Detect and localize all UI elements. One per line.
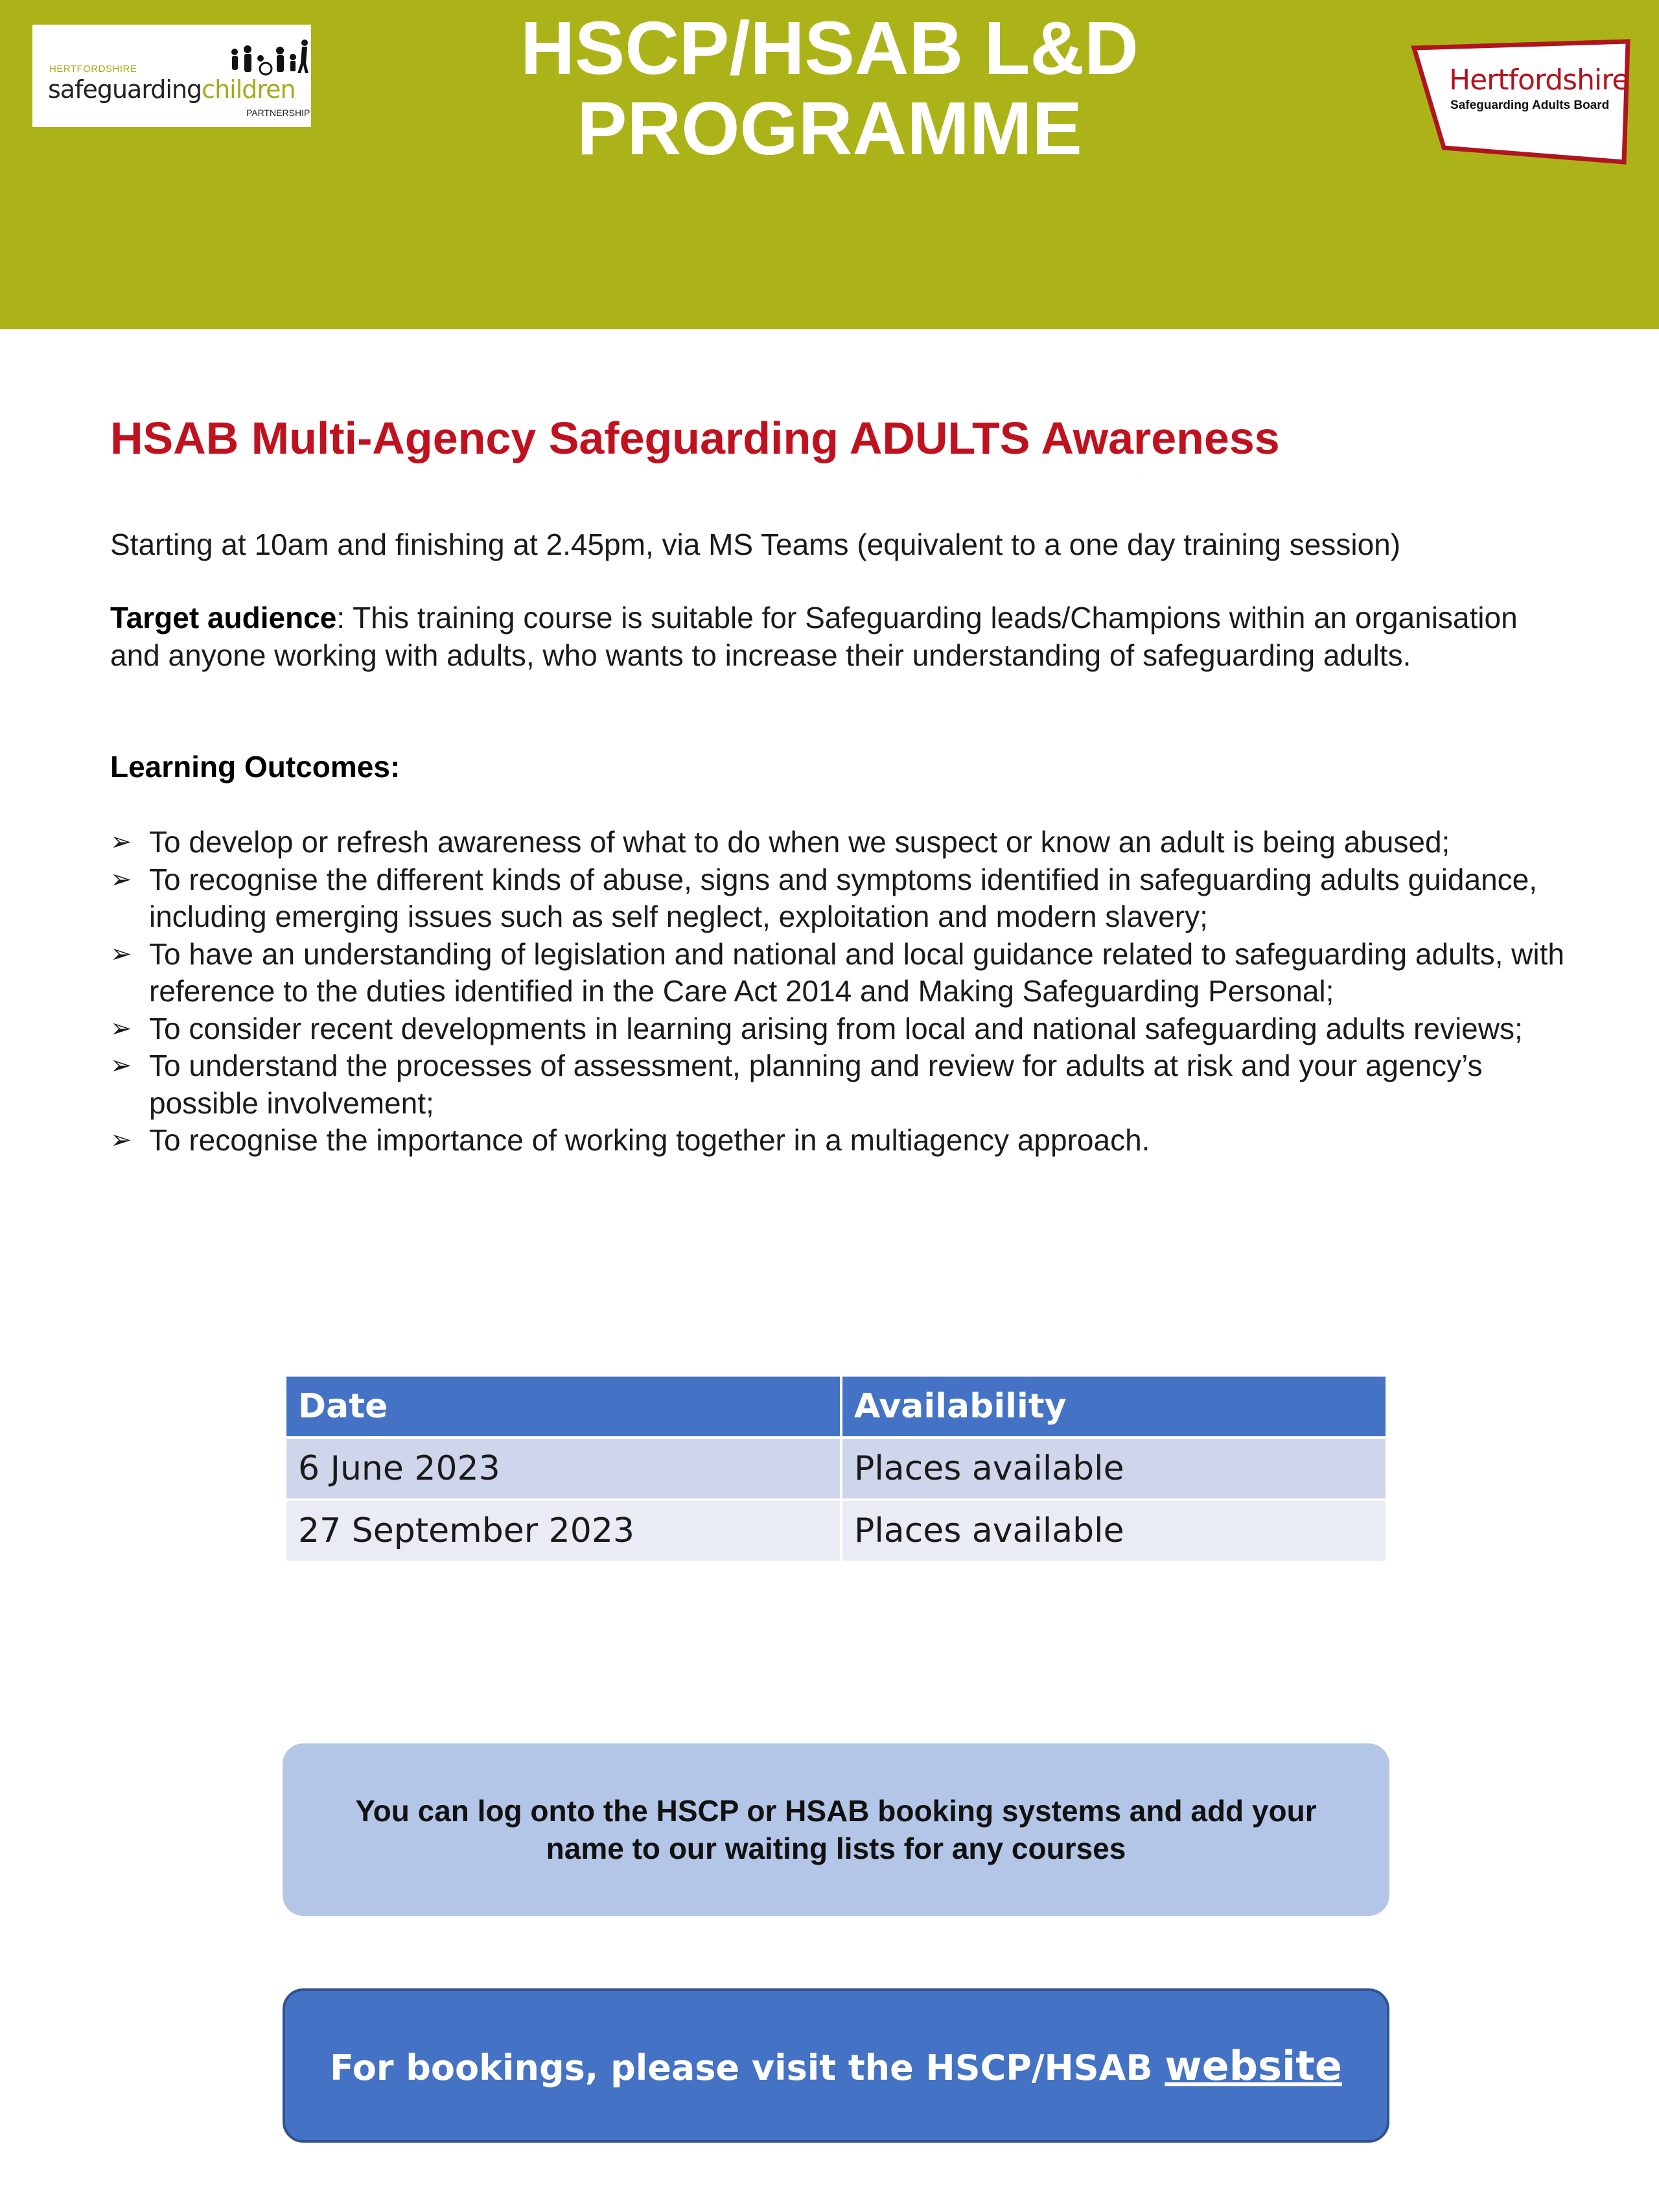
booking-text (330, 2042, 1342, 2090)
header-banner (0, 0, 1659, 329)
arrow-bullet-icon: ➢ (110, 1013, 132, 1043)
target-audience (110, 600, 1568, 674)
date-cell: 6 June 2023 (285, 1438, 841, 1500)
arrow-bullet-icon: ➢ (110, 938, 132, 969)
learning-outcome-item (110, 824, 1581, 861)
hscp-logo-partnership: PARTNERSHIP (246, 108, 310, 118)
arrow-bullet-icon: ➢ (110, 827, 132, 857)
table-row (285, 1438, 1387, 1500)
hscp-logo-word2: children (202, 75, 296, 104)
website-link[interactable]: website (1165, 2042, 1342, 2090)
table-header-row (285, 1375, 1387, 1438)
course-dates-table (284, 1374, 1388, 1563)
waiting-list-text: You can log onto the HSCP or HSAB booking systems and add your name to our waiting lists for any courses (355, 1794, 1317, 1865)
learning-outcome-item (110, 1010, 1581, 1048)
learning-outcome-item (110, 936, 1581, 1010)
date-cell: 27 September 2023 (285, 1500, 841, 1562)
programme-title (389, 8, 1270, 169)
hscp-logo-word1: safeguarding (48, 75, 202, 104)
arrow-bullet-icon: ➢ (110, 1125, 132, 1155)
learning-outcome-item (110, 1122, 1581, 1159)
target-audience-label: Target audience (110, 601, 337, 634)
programme-title-line2: PROGRAMME (577, 86, 1082, 170)
course-intro: Starting at 10am and finishing at 2.45pm, via MS Teams (equivalent to a one day training session) (110, 528, 1401, 561)
arrow-bullet-icon: ➢ (110, 1051, 132, 1080)
hscp-logo (32, 25, 311, 127)
availability-cell: Places available (841, 1500, 1387, 1562)
hscp-logo-county: HERTFORDSHIRE (49, 64, 137, 75)
learning-outcome-text: To consider recent developments in learning arising from local and national safeguarding adults reviews; (149, 1011, 1523, 1045)
column-header-date: Date (285, 1375, 841, 1438)
learning-outcome-text: To develop or refresh awareness of what to do when we suspect or know an adult is being abused; (149, 825, 1450, 859)
booking-banner (283, 1988, 1389, 2143)
hsab-logo-subtitle: Safeguarding Adults Board (1450, 99, 1610, 112)
learning-outcome-item (110, 861, 1581, 936)
availability-cell: Places available (841, 1438, 1387, 1500)
booking-prefix: For bookings, please visit the HSCP/HSAB (330, 2047, 1165, 2088)
learning-outcomes-heading: Learning Outcomes: (110, 750, 400, 784)
programme-title-line1: HSCP/HSAB L&D (520, 6, 1139, 90)
learning-outcome-text: To understand the processes of assessment, planning and review for adults at risk and your agency’s possible involvement; (149, 1049, 1483, 1120)
hsab-logo-name: Hertfordshire (1449, 64, 1629, 97)
learning-outcome-item (110, 1047, 1581, 1122)
hscp-logo-wordmark (48, 75, 296, 104)
course-title: HSAB Multi-Agency Safeguarding ADULTS Awareness (110, 413, 1280, 463)
learning-outcome-text: To have an understanding of legislation and national and local guidance related to safeguarding adults, with reference to the duties identified in the Care Act 2014 and Making Safeguarding Personal; (149, 937, 1564, 1008)
learning-outcome-text: To recognise the different kinds of abuse, signs and symptoms identified in safeguarding adults guidance, including emerging issues such as self neglect, exploitation and modern slavery; (149, 862, 1538, 933)
waiting-list-note (283, 1743, 1389, 1916)
learning-outcomes-list (110, 824, 1581, 1159)
arrow-bullet-icon: ➢ (110, 864, 132, 894)
table-row (285, 1500, 1387, 1562)
learning-outcome-text: To recognise the importance of working together in a multiagency approach. (149, 1123, 1150, 1157)
target-audience-text: : This training course is suitable for Safeguarding leads/Champions within an organisation and anyone working with adults, who wants to increase their understanding of safeguarding adults. (110, 601, 1518, 672)
column-header-availability: Availability (841, 1375, 1387, 1438)
